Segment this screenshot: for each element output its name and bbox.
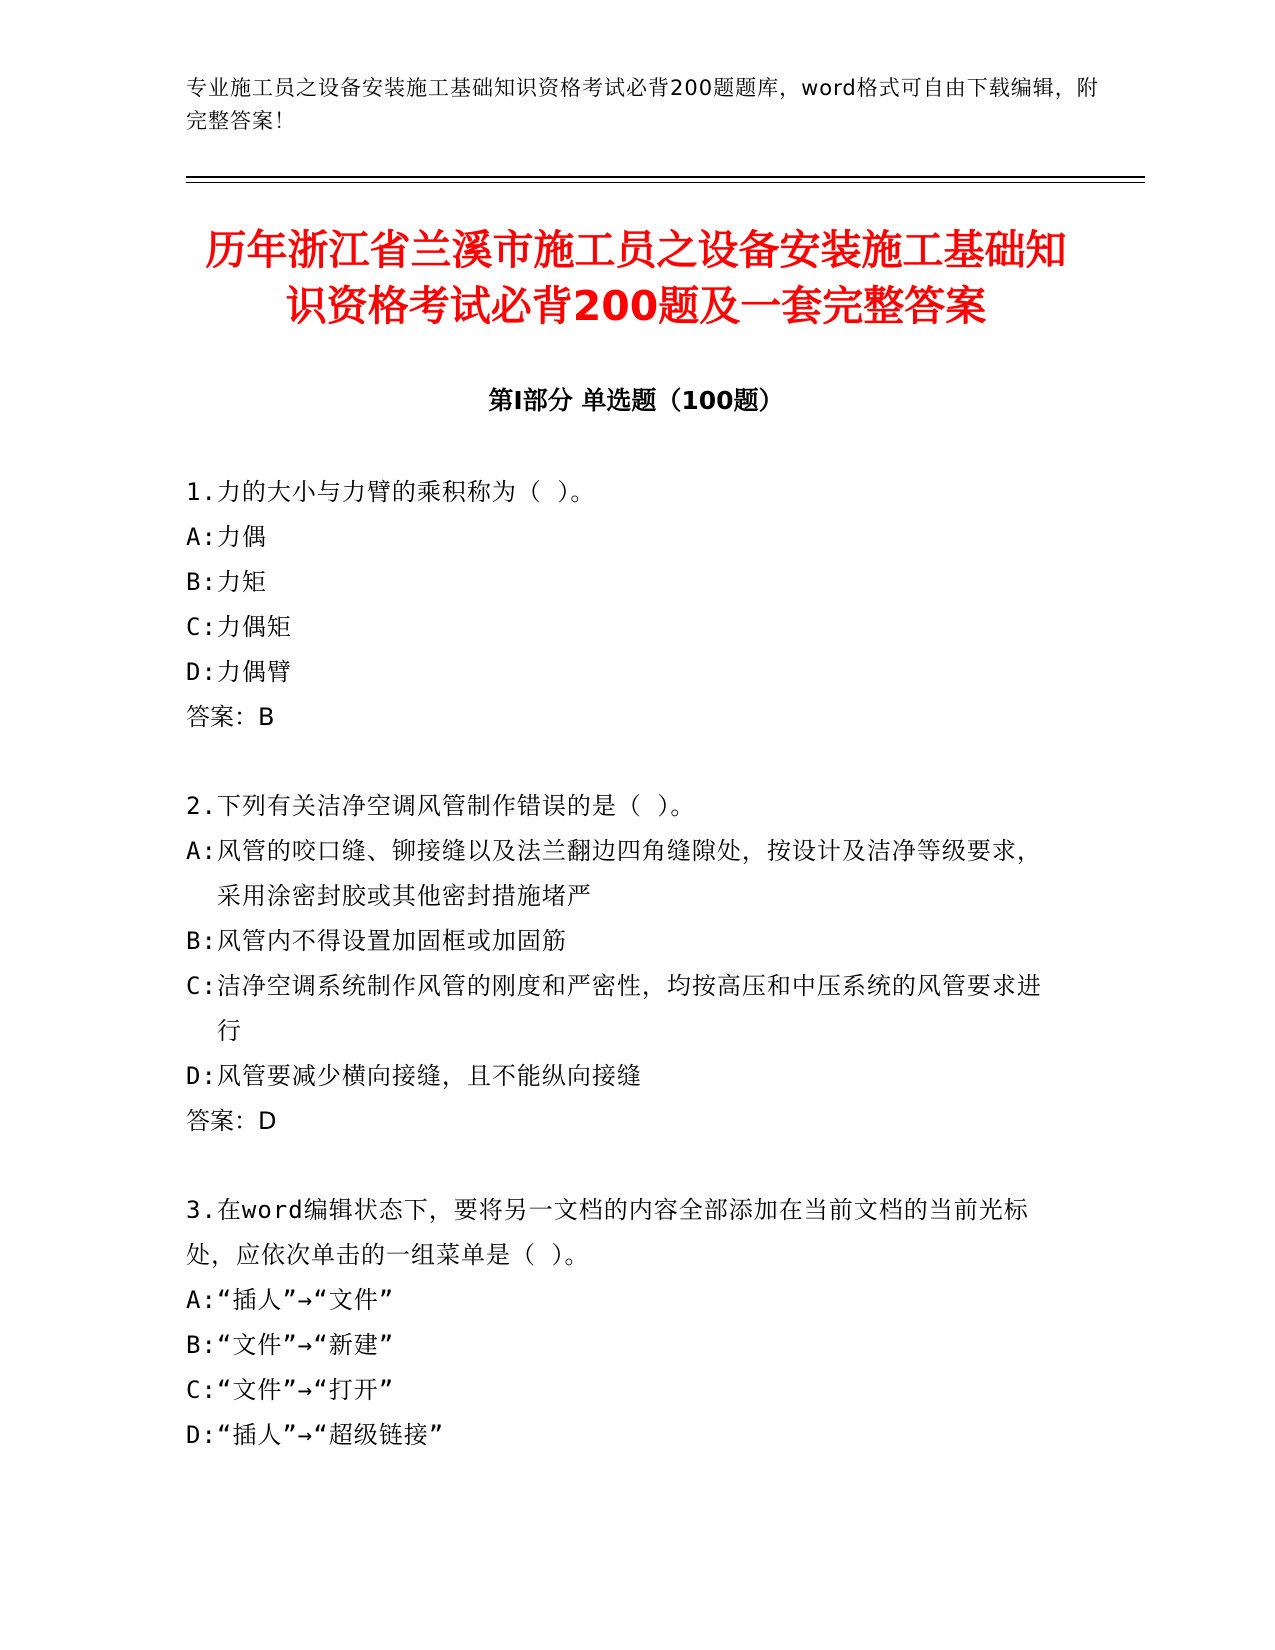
option-label: D: bbox=[186, 658, 217, 686]
option-d bbox=[186, 650, 1066, 695]
question-1 bbox=[186, 470, 1066, 740]
header-divider-thick bbox=[186, 176, 1145, 178]
option-label: B: bbox=[186, 568, 217, 596]
option-a bbox=[186, 1278, 1066, 1323]
option-label: B: bbox=[186, 1331, 217, 1359]
option-label: B: bbox=[186, 927, 217, 955]
option-text: 力偶矩 bbox=[216, 613, 292, 641]
option-label: C: bbox=[186, 972, 217, 1000]
option-b bbox=[186, 1323, 1066, 1368]
option-c bbox=[186, 605, 1066, 650]
question-list bbox=[186, 470, 1066, 1502]
answer-line: 答案：B bbox=[186, 703, 275, 731]
option-text: 洁净空调系统制作风管的刚度和严密性，均按高压和中压系统的风管要求进行 bbox=[216, 972, 1042, 1045]
option-text: “文件”→“打开” bbox=[216, 1376, 395, 1404]
option-text: 力矩 bbox=[216, 568, 267, 596]
option-label: A: bbox=[186, 1286, 217, 1314]
option-text: “插人”→“文件” bbox=[216, 1286, 395, 1314]
header-divider-thin bbox=[186, 182, 1145, 183]
option-label: C: bbox=[186, 1376, 217, 1404]
question-3 bbox=[186, 1188, 1066, 1458]
option-d bbox=[186, 1413, 1066, 1458]
option-text: 风管内不得设置加固框或加固筋 bbox=[216, 927, 567, 955]
option-a bbox=[186, 515, 1066, 560]
option-text: “插人”→“超级链接” bbox=[216, 1421, 445, 1449]
question-stem: 2.下列有关洁净空调风管制作错误的是（ ）。 bbox=[186, 792, 696, 820]
option-text: 力偶 bbox=[216, 523, 267, 551]
option-a bbox=[186, 829, 1066, 919]
option-d bbox=[186, 1054, 1066, 1099]
option-label: A: bbox=[186, 837, 217, 865]
option-label: A: bbox=[186, 523, 217, 551]
option-label: C: bbox=[186, 613, 217, 641]
question-stem: 3.在word编辑状态下，要将另一文档的内容全部添加在当前文档的当前光标处，应依次单击的一组菜单是（ ）。 bbox=[186, 1196, 1029, 1269]
answer-line: 答案：D bbox=[186, 1107, 277, 1135]
option-label: D: bbox=[186, 1062, 217, 1090]
question-2 bbox=[186, 784, 1066, 1144]
question-stem: 1.力的大小与力臂的乘积称为（ ）。 bbox=[186, 478, 596, 506]
option-label: D: bbox=[186, 1421, 217, 1449]
header-note: 专业施工员之设备安装施工基础知识资格考试必背200题题库，word格式可自由下载编辑，附完整答案！ bbox=[186, 76, 1099, 133]
document-title: 历年浙江省兰溪市施工员之设备安装施工基础知识资格考试必背200题及一套完整答案 bbox=[205, 226, 1067, 330]
option-c bbox=[186, 964, 1066, 1054]
section-heading: 第Ⅰ部分 单选题（100题） bbox=[488, 386, 784, 415]
option-b bbox=[186, 919, 1066, 964]
option-b bbox=[186, 560, 1066, 605]
option-text: 力偶臂 bbox=[216, 658, 292, 686]
option-text: “文件”→“新建” bbox=[216, 1331, 395, 1359]
option-c bbox=[186, 1368, 1066, 1413]
option-text: 风管要减少横向接缝，且不能纵向接缝 bbox=[216, 1062, 642, 1090]
option-text: 风管的咬口缝、铆接缝以及法兰翻边四角缝隙处，按设计及洁净等级要求，采用涂密封胶或其他密封措施堵严 bbox=[216, 837, 1042, 910]
